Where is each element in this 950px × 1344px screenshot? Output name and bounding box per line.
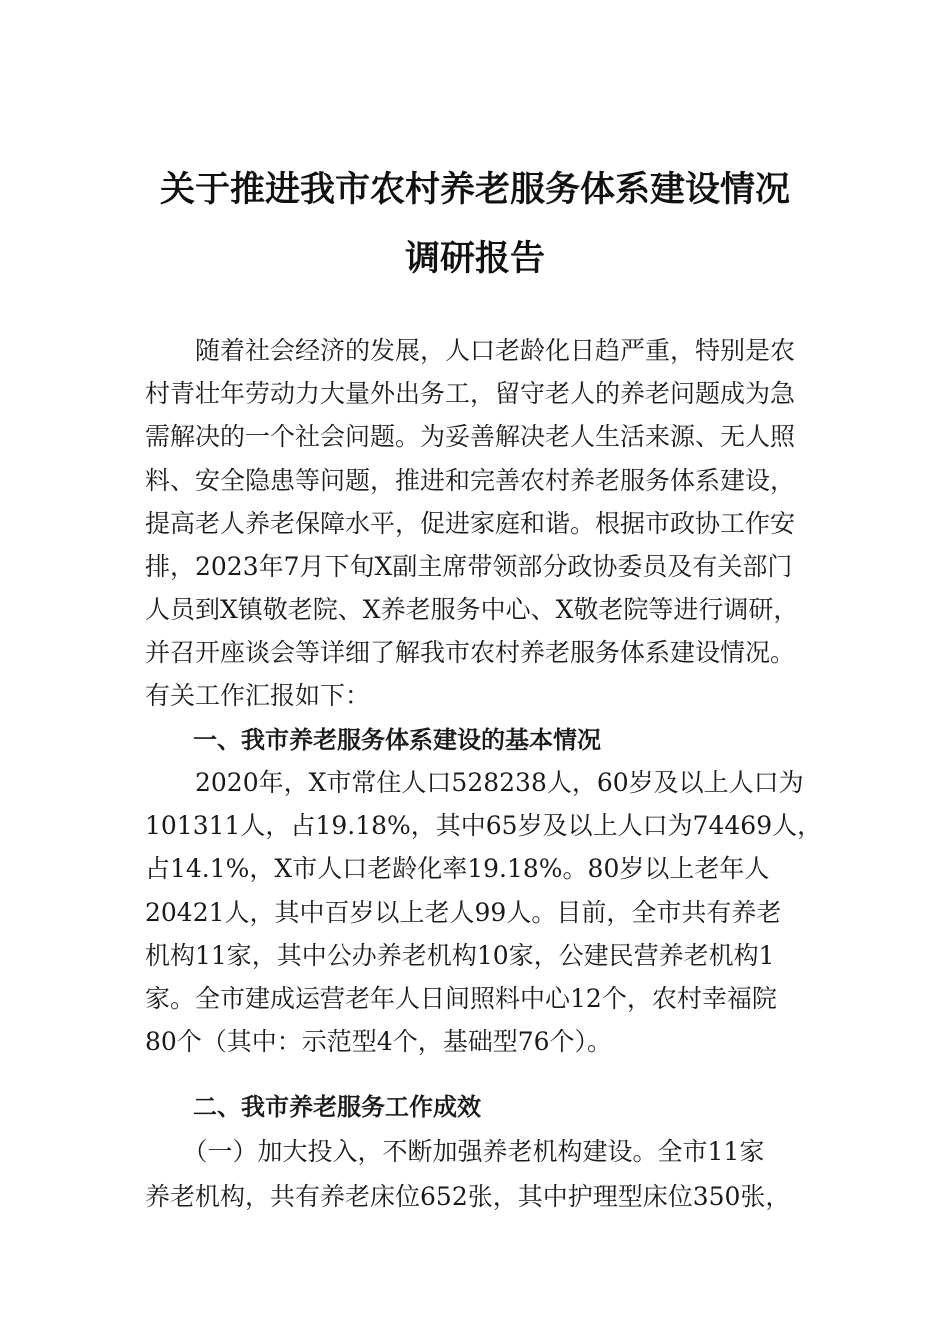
body-line: （一）加大投入，不断加强养老机构建设。全市11家 [145,1137,765,1166]
body-line: 排，2023年7月下旬X副主席带领部分政协委员及有关部门 [145,552,793,581]
body-line: 村青壮年劳动力大量外出务工，留守老人的养老问题成为急 [145,379,796,408]
body-line: 101311人，占19.18%，其中65岁及以上人口为74469人， [145,811,823,840]
body-line: 提高老人养老保障水平，促进家庭和谐。根据市政协工作安 [145,509,796,538]
document-title-line-2: 调研报告 [404,239,545,279]
section-heading: 一、我市养老服务体系建设的基本情况 [145,726,601,754]
body-line: 占14.1%，X市人口老龄化率19.18%。80岁以上老年人 [145,854,770,883]
body-line: 并召开座谈会等详细了解我市农村养老服务体系建设情况。 [145,638,796,667]
body-line: 机构11家，其中公办养老机构10家，公建民营养老机构1 [145,941,775,970]
body-line: 2020年，X市常住人口528238人，60岁及以上人口为 [145,768,804,797]
body-line: 20421人，其中百岁以上老人99人。目前，全市共有养老 [145,898,782,927]
body-line: 有关工作汇报如下： [145,681,371,710]
body-line: 料、安全隐患等问题，推进和完善农村养老服务体系建设， [145,466,796,495]
body-line: 随着社会经济的发展，人口老龄化日趋严重，特别是农 [145,336,796,365]
body-line: 人员到X镇敬老院、X养老服务中心、X敬老院等进行调研， [145,595,799,624]
body-line: 需解决的一个社会问题。为妥善解决老人生活来源、无人照 [145,422,796,451]
body-line: 家。全市建成运营老年人日间照料中心12个，农村幸福院 [145,984,777,1013]
document-title-line-1: 关于推进我市农村养老服务体系建设情况 [159,170,790,210]
body-line: 养老机构，共有养老床位652张，其中护理型床位350张， [145,1182,791,1211]
section-heading: 二、我市养老服务工作成效 [145,1093,481,1121]
body-line: 80个（其中：示范型4个，基础型76个）。 [145,1027,613,1056]
